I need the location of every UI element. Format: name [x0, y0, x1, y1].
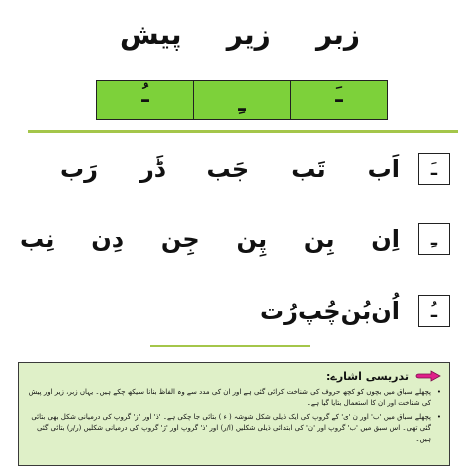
- word: رُت: [260, 297, 298, 325]
- word: رَب: [60, 155, 98, 183]
- teaching-notes-box: [18, 362, 450, 466]
- mark-box-pesh: ـُ: [418, 295, 450, 327]
- word: دِن: [91, 225, 125, 253]
- mark-box-zer: ـِ: [418, 223, 450, 255]
- word: چُپ: [297, 297, 341, 325]
- divider-bottom: [150, 345, 310, 347]
- word-row-zer: [20, 215, 450, 263]
- word: تَب: [291, 155, 326, 183]
- diacritic-mark-table: [96, 80, 388, 120]
- word: ڈَر: [139, 155, 165, 183]
- notes-item: • پچھلے سباق میں بچوں کو کچھ حروف کی شناخت کرائی گئی ہے اور ان کی مدد سے وہ الفاظ بنانا سیکھ چکے ہیں۔ یہاں زبر، زیر اور پیش کی شناخت اور ان کا استعمال بتایا گیا ہے۔: [27, 387, 441, 409]
- notes-header: [27, 369, 441, 383]
- notes-title: تدریسی اشارے:: [326, 369, 409, 383]
- word: جَب: [206, 155, 250, 183]
- pointing-hand-icon: [415, 369, 441, 383]
- mark-cell-zabar: ـَ: [290, 81, 387, 119]
- diacritic-heading: [120, 18, 360, 51]
- mark-cell-zer: ـِ: [193, 81, 290, 119]
- word: اَب: [367, 155, 400, 183]
- notes-item: • پچھلے سباق میں 'ب' اور ن 'ی' کے گروپ کی ایک ذیلی شکل شوشہ ( ء ) بتائی جا چکی ہے۔ 'ذ' اور 'ز' گروپ کی درمیانی شکل بھی بتائی گئی تھی۔ اس سبق میں 'ب' گروپ اور 'ن' کی ابتدائی ذیلی شکلیں (ﺍ/ﺭ) اور 'ذ' گروپ اور 'ژ' گروپ کی درمیانی شکلیں (ﺭ/ﺭ) بتائی گئی ہیں۔: [27, 412, 441, 445]
- word-row-zabar: [20, 145, 450, 193]
- heading-pesh: پیش: [120, 18, 182, 51]
- word: اِن: [371, 225, 400, 253]
- word: جِن: [160, 225, 200, 253]
- word: پِن: [236, 225, 268, 253]
- word: نِب: [20, 225, 55, 253]
- word: اُن: [371, 297, 400, 325]
- word: بِن: [303, 225, 335, 253]
- heading-zabar: زبر: [315, 18, 360, 51]
- word: بُن: [340, 297, 372, 325]
- mark-box-zabar: ـَ: [418, 153, 450, 185]
- divider-top: [28, 130, 458, 133]
- mark-cell-pesh: ـُ: [141, 83, 149, 108]
- heading-zer: زیر: [226, 18, 271, 51]
- word-row-pesh: [20, 287, 450, 335]
